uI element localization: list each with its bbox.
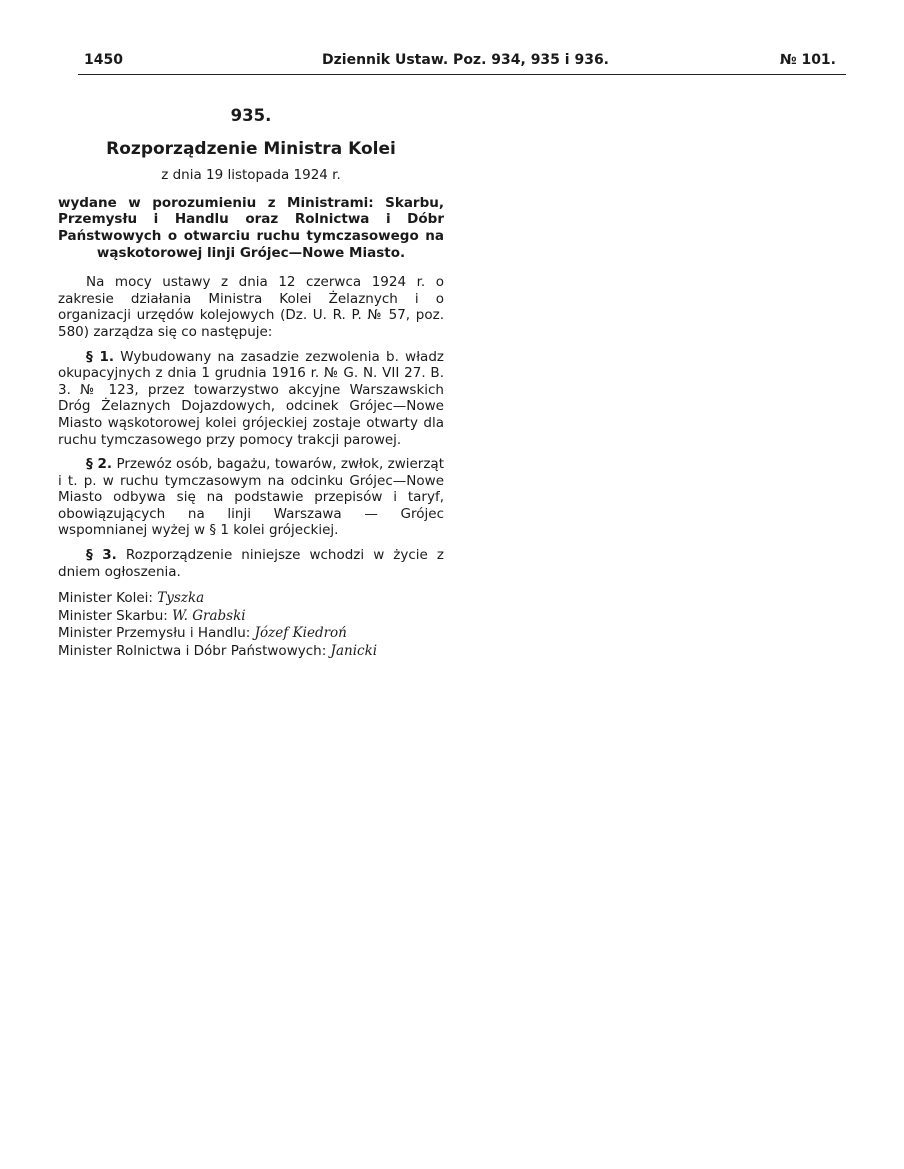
- section-label: § 2.: [86, 456, 113, 473]
- signature-line: [58, 625, 444, 643]
- section-2: [58, 456, 444, 539]
- signatures-block: [58, 590, 444, 660]
- section-1: [58, 349, 444, 449]
- intro-paragraph: Na mocy ustawy z dnia 12 czerwca 1924 r. o zakresie działania Ministra Kolei Żelaznych i o organizacji urzędów kolejowych (Dz. U. R. P. № 57, poz. 580) zarządza się co następuje:: [58, 274, 444, 340]
- header-rule: [78, 74, 846, 75]
- signature-line: [58, 590, 444, 608]
- act-number: 935.: [230, 106, 272, 125]
- signature-line: [58, 643, 444, 661]
- page-number: 1450: [84, 52, 123, 68]
- issue-number: № 101.: [779, 52, 836, 68]
- signature-line: [58, 608, 444, 626]
- signer-name: Tyszka: [157, 590, 205, 607]
- signer-office: Minister Kolei:: [58, 590, 153, 607]
- section-text: Rozporządzenie niniejsze wchodzi w życie z dniem ogłoszenia.: [58, 547, 444, 580]
- section-label: § 1.: [86, 348, 114, 365]
- section-text: Wybudowany na zasadzie zezwolenia b. władz okupacyjnych z dnia 1 grudnia 1916 r. № G. N. VII 27. B. 3. № 123, przez towarzystwo akcyjne Warszawskich Dróg Żelaznych Dojazdowych, odcinek Grójec—Nowe Miasto wąskotorowej kolei grójeckiej zostaje otwarty dla ruchu tymczasowego przy pomocy trakcji parowej.: [58, 348, 444, 448]
- publication-title: Dziennik Ustaw. Poz. 934, 935 i 936.: [322, 52, 609, 68]
- signer-name: Janicki: [330, 642, 378, 659]
- page-header: [84, 52, 836, 72]
- signer-name: Józef Kiedroń: [254, 625, 347, 642]
- signer-office: Minister Przemysłu i Handlu:: [58, 625, 251, 642]
- act-title: Rozporządzenie Ministra Kolei: [106, 138, 396, 159]
- section-label: § 3.: [86, 547, 117, 564]
- signer-office: Minister Skarbu:: [58, 607, 168, 624]
- act-subtitle: wydane w porozumieniu z Ministrami: Skarbu, Przemysłu i Handlu oraz Rolnictwa i Dóbr Państwowych o otwarciu ruchu tymczasowego na wąskotorowej linji Grójec—Nowe Miasto.: [58, 194, 444, 261]
- act-date: z dnia 19 listopada 1924 r.: [161, 167, 341, 184]
- signer-office: Minister Rolnictwa i Dóbr Państwowych:: [58, 642, 327, 659]
- document-column: [58, 100, 444, 660]
- section-text: Przewóz osób, bagażu, towarów, zwłok, zwierząt i t. p. w ruchu tymczasowym na odcinku Grójec—Nowe Miasto odbywa się na podstawie przepisów i taryf, obowiązujących na linji Warszawa — Grójec wspomnianej wyżej w § 1 kolei grójeckiej.: [58, 456, 444, 539]
- signer-name: W. Grabski: [172, 607, 246, 624]
- section-3: [58, 547, 444, 580]
